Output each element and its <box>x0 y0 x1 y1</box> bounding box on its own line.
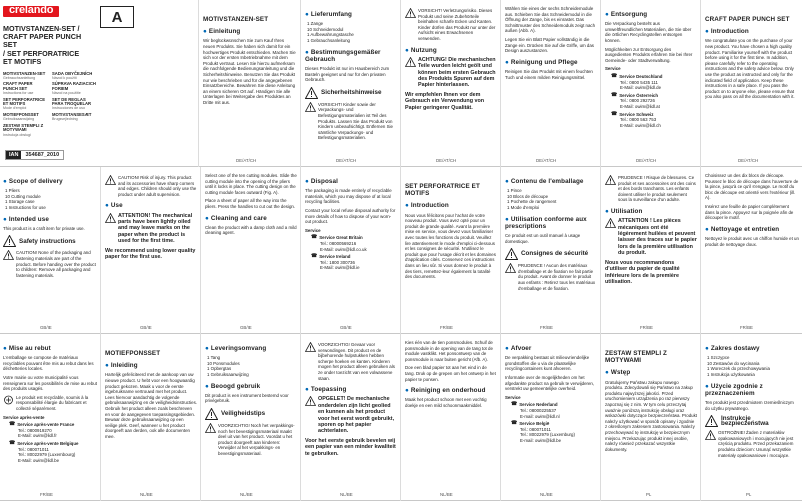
paragraph: Maak het product schoon met een vochtig doekje en een mild schoonmaakmiddel. <box>405 397 487 408</box>
page-footer: FR/BE <box>640 325 653 330</box>
page-footer: DE/AT/CH <box>336 158 357 163</box>
paragraph: Place a sheet of paper all the way into the pliers. Press the handles to cut out the design. <box>205 198 296 209</box>
section-title: MOTIEFPONSSET <box>105 350 161 357</box>
heading-levering: Leveringsomvang <box>210 345 267 352</box>
paragraph: Die Verpackung besteht aus umweltfreundlichen Materialien, die Sie über die örtlichen Recyclingstellen entsorgen können. <box>605 21 692 43</box>
figure-a-label: A <box>100 6 134 28</box>
section-title: ZESTAW STEMPLI Z MOTYWAMI <box>605 350 668 365</box>
list-item: 1 Szczypce <box>707 355 730 361</box>
service-block: ☎ Service Nederland Tel.: 08000225537 E-mail: owim@lidl.nl <box>511 401 560 419</box>
warning-triangle-icon <box>605 218 616 228</box>
paragraph: Nous vous félicitons pour l'achat de votre nouveau produit. Vous avez opté pour un produit de grande qualité. Avant la première mise en service, vous devez vous familiariser avec toutes les fonctions du produit. Veuillez lire attentivement le mode d'emploi ci-dessous et les consignes de sécurité. N'utilisez le produit que pour l'usage décrit et les domaines d'application cités. Conservez ces instructions dans un lieu sûr. Si vous donnez le produit à des tiers, remettez-leur également la totalité des documents. <box>405 212 496 280</box>
warning-triangle-icon <box>505 248 518 260</box>
paragraph: Gratulujemy Państwu zakupu nowego produktu. Zdecydowali się Państwo na zakup produktu najwyższej jakości. Przed uruchomieniem urządzenia po raz pierwszy zapoznaj się z nim. W tym celu przeczytaj uważnie poniższą instrukcję obsługi oraz wskazówki dotyczące bezpieczeństwa. Produkt należy użytkować w sposób opisany i zgodnie z określonym zakresem zastosowania. Należy przechowywać tę instrukcję w bezpiecznym miejscu. Przekazując produkt innej osobie, należy również przekazać wszystkie dokumenty. <box>605 379 698 452</box>
gb-column-2: ● Scope of delivery 1 Pliers 10 Cutting module 1 Storage case 1 Instructions for use ● Intended use This product is a craft item for private use. Safety instructions CAUTION! None of the packaging and fastening materials are part of the product. Before handing over the product to children: Remove all packaging and fastening materials. <box>3 178 96 278</box>
heading-afvoer: Afvoer <box>510 345 532 352</box>
warning-triangle-icon <box>405 57 416 67</box>
heading-uzycie: Użycie zgodnie z przeznaczeniem <box>705 382 763 397</box>
warning-triangle-icon <box>705 415 718 427</box>
paragraph: Wählen Sie eines der sechs Schneidemodule aus. Schieben Sie das Schneidemodul in die Öffnung der Zange, bis es einrastet. Das Schnittmuster des Schneidemoduls zeigt nach außen (Abb. A). <box>505 6 596 34</box>
paragraph: Contact your local refuse disposal authority for more details of how to dispose of your worn-out product. <box>305 207 396 225</box>
phone-icon: ☎ <box>9 421 16 428</box>
heading-utilisation-conforme: Utilisation conforme aux prescriptions <box>505 215 587 230</box>
list-item: 1 Aufbewahrungstasche <box>307 32 354 38</box>
warning-triangle-icon <box>405 8 416 18</box>
list-item: 1 Gebrauchsanleitung <box>307 37 350 43</box>
paragraph: Select one of the ten cutting modules. Slide the cutting module into the opening of the pliers until it locks in place. The cutting design on the cutting module faces outward (Fig. A). <box>205 173 297 195</box>
warning-triangle-icon <box>205 408 218 420</box>
service-heading: Service <box>605 66 621 72</box>
paragraph: VOORZICHTIG! Noch het verpakkings- noch het bevestigingsmateriaal maakt deel uit van het product. Voordat u het product doorgeeft aan kinderen: Verwijder al het verpakkings- en bevestigingsmateriaal. <box>218 422 295 456</box>
language-item: SADA OBYČEJNÍCH Návod k použití <box>52 70 93 81</box>
paragraph: Ten produkt jest przedmiotem rzemieślniczym do użytku prywatnego. <box>705 399 794 411</box>
page-footer: DE/AT/CH <box>236 158 257 163</box>
page-footer: DE/AT/CH <box>536 158 557 163</box>
section-title: MOTIVSTANZEN-SET <box>203 16 269 23</box>
paragraph: Le produit est recyclable, soumis à la responsabilité élargie du fabricant et collecté séparément. <box>16 394 89 411</box>
phone-icon: ☎ <box>311 234 318 241</box>
warning-triangle-icon <box>105 213 116 223</box>
paragraph: Wir empfehlen Ihnen vor dem Gebrauch ein Verwendung von Papier geringerer Qualität. <box>405 91 485 111</box>
gb-column-1: CRAFT PAPER PUNCH SET ● Introduction We congratulate you on the purchase of your new product. You have chosen a high quality product. Familiarise yourself with the product before using it for the first time. In addition, please carefully refer to the operating instructions and the safety advice below. Only use the product as instructed and only for the indicated field of application. Keep these instructions in a safe place. If you pass the product on to anyone else, please ensure that you also pass on all the documentation with it. <box>702 6 802 152</box>
heading-contenu: Contenu de l'emballage <box>510 178 584 185</box>
service-block: ☎ Service België Tel.: 080071011 Tel.: 80022979 (Luxemburg) E-mail: owim@lidl.be <box>511 420 575 443</box>
heading-inleiding: Inleiding <box>110 362 138 370</box>
list-item: 1 Pince <box>507 188 522 194</box>
page-footer: NL/BE <box>140 492 153 497</box>
phone-icon: ☎ <box>311 253 318 260</box>
paragraph: Ce produit est un outil manuel à usage domestique. <box>505 232 581 244</box>
phone-icon: ☎ <box>611 91 618 98</box>
heading-intended-use: Intended use <box>8 215 49 223</box>
paragraph: Hartelijk gefeliciteerd met de aankoop van uw nieuwe product. U hebt voor een hoogwaardig product gekozen. Maak u voor de eerste ingebruikname vertrouwd met het product. Lees hiervoor aandachtig de volgende gebruiksaanwijzing en de veiligheidsinstructies. Gebruik het product alleen zoals beschreven en voor de aangegeven toepassingsgebieden. Bewaar deze gebruiksaanwijzing op een veilige plek. Geef, wanneer u het product doorgeeft aan derden, ook alle documenten mee. <box>105 372 198 439</box>
nl-column-1: MOTIEFPONSSET ● Inleiding Hartelijk gefeliciteerd met de aankoop van uw nieuwe product. U hebt voor een hoogwaardig product gekozen. Maak u voor de eerste ingebruikname vertrouwd met het product. Lees hiervoor aandachtig de volgende gebruiksaanwijzing en de veiligheidsinstructies. Gebruik het product alleen zoals beschreven en voor de aangegeven toepassingsgebieden. Bewaar deze gebruiksaanwijzing op een veilige plek. Geef, wanneer u het product doorgeeft aan derden, ook alle documenten mee. <box>105 350 198 439</box>
list-item: 10 Ponsmodules <box>207 360 240 366</box>
warning-triangle-icon <box>205 423 216 433</box>
fr-column-5: ● Mise au rebut L'emballage se compose de matériaux recyclables pouvant être mis au rebut dans les déchetteries locales. Votre mairie ou votre municipalité vous renseignera sur les possibilités de mise au rebut des produits usagés. Le produit est recyclable, soumis à la responsabilité élargie du fabricant et collecté séparément. Service après-vente ☎ Service après-vente France Tel.: 0800919270 E-Mail: owim@lidl.fr ☎ Service après-vente Belgique Tel.: 080071011 Tel.: 80022979 (Luxembourg) E-Mail: owim@lidl.be <box>3 345 97 463</box>
nl-column-5: ● Afvoer De verpakking bestaat uit milieuvriendelijke grondstoffen die u via de plaatselijke recyclingcontainers kunt afvoeren. Informatie over de mogelijkheden om het afgedankte product na gebruik te verwijderen, verstrekt uw gemeentelijke overheid. Service ☎ Service Nederland Tel.: 08000225537 E-mail: owim@lidl.nl ☎ Service België Tel.: 080071011 Tel.: 80022979 (Luxemburg) E-mail: owim@lidl.be <box>502 340 600 486</box>
paragraph: VORSICHT! Verletzungsrisiko. Dieses Produkt und seine Zubehörteile beinhalten scharfe Ecken und Kanten. Kinder dürfen das Produkt nur unter der Aufsicht eines Erwachsenen verwenden. <box>418 8 496 41</box>
list-item: 1 Instrukcja użytkowania <box>707 371 755 377</box>
warning-triangle-icon <box>105 175 116 185</box>
paragraph: Möglichkeiten zur Entsorgung des ausgedienten Produkts erfahren Sie bei Ihrer Gemeinde- oder Stadtverwaltung. <box>605 46 693 63</box>
heading-mise-au-rebut: Mise au rebut <box>8 345 51 352</box>
page-footer: GB/IE <box>340 325 352 330</box>
language-list <box>3 72 97 137</box>
phone-icon: ☎ <box>9 439 16 446</box>
paragraph: De verpakking bestaat uit milieuvriendelijke grondstoffen die u via de plaatselijke recyclingcontainers kunt afvoeren. <box>505 355 590 372</box>
page-footer: NL/BE <box>440 492 453 497</box>
paragraph: Votre mairie ou votre municipalité vous renseignera sur les possibilités de mise au rebut des produits usagés. <box>3 374 97 392</box>
heading-reinigung: Reinigung und Pflege <box>510 58 578 66</box>
page-band-2 <box>0 167 802 334</box>
paragraph: VORSICHT! Kinder sowie der Verpackungs- und Befestigungsmaterialien ist Teil des Produkts. Lassen Sie das Produkt von Kindern unbeaufsichtigt. Entfernen Sie sämtliche Verpackungs- und Befestigungsmaterialien. <box>318 101 393 141</box>
nl-column-2: ● Leveringsomvang 1 Tang 10 Ponsmodules 1 Opbergtas 1 Gebruiksaanwijzing ● Beoogd gebruik Dit product is een instrument bestemd voor privégebruik. Veiligheidstips VOORZICHTIG! Noch het verpakkings- noch het bevestigingsmateriaal maakt deel uit van het product. Voordat u het product doorgeeft aan kinderen: Verwijder al het verpakkings- en bevestigingsmateriaal. <box>202 340 300 486</box>
list-item: 1 Instructions for use <box>5 204 46 210</box>
heading-safety: Safety instructions <box>3 235 97 247</box>
brand-logo: crelando <box>3 6 59 17</box>
service-block: ☎ Service Schweiz Tel.: 0800 563 753 E-Mail: owim@lidl.ch <box>611 110 661 128</box>
page-footer: NL/BE <box>340 492 353 497</box>
page-band-3 <box>0 334 802 501</box>
warning-triangle-icon <box>605 175 616 185</box>
paragraph: We congratulate you on the purchase of your new product. You have chosen a high quality product. Familiarise yourself with the product before using it for the first time. In addition, please carefully refer to the operating instructions and the safety advice below. Only use the product as instructed and only for the indicated field of application. Keep these instructions in a safe place. If you pass the product on to anyone else, please ensure that you also pass on all the documentation with it. <box>705 38 795 100</box>
paragraph: Nettoyez le produit avec un chiffon humide et un produit de nettoyage doux. <box>705 235 799 247</box>
service-block: ☎ Service Great Britain Tel.: 08000569216 E-Mail: owim@lidl.co.uk <box>311 234 367 252</box>
list-item: 1 Pochette de rangement <box>507 199 557 205</box>
nl-column-4: Kies één van de tien ponsmodules. Schuif de ponsmodule in de opening van de tang tot de module vastklikt. Het ponsontwerp van de ponsmodule is naar buiten gericht (Afb. A). Doe een blad papier tot aan het eind in de tang. Druk op de grepen om het ontwerp in het papier te ponsen. ● Reiniging en onderhoud Maak het product schoon met een vochtig doekje en een mild schoonmaakmiddel. <box>405 340 496 408</box>
page-footer: GB/IE <box>140 325 152 330</box>
heading-scope: Scope of delivery <box>8 178 63 185</box>
page-footer: DE/AT/CH <box>738 158 759 163</box>
paragraph: Kies één van de tien ponsmodules. Schuif de ponsmodule in de opening van de tang tot de module vastklikt. Het ponsontwerp van de ponsmodule is naar buiten gericht (Afb. A). <box>405 340 493 362</box>
list-item: 10 Blocs de découpe <box>507 193 549 199</box>
heading-zakres: Zakres dostawy <box>710 345 760 352</box>
service-block: ☎ Service après-vente Belgique Tel.: 080071011 Tel.: 80022979 (Luxembourg) E-Mail: owim@lidl.be <box>9 439 79 463</box>
service-block: ☎ Service après-vente France Tel.: 0800919270 E-Mail: owim@lidl.fr <box>9 421 75 439</box>
list-item: 1 Storage case <box>5 199 35 205</box>
paragraph: OPGELET! De mechanische onderdelen zijn licht geolied en kunnen als het product voor het eerst wordt gebruikt, sporen op het papier achterlaten. <box>318 396 395 435</box>
de-column-4: Wählen Sie eines der sechs Schneidemodule aus. Schieben Sie das Schneidemodul in die Öffnung der Zange, bis es einrastet. Das Schnittmuster des Schneidemoduls zeigt nach außen (Abb. A). Legen Sie ein Blatt Papier vollständig in die Zange ein. Drücken Sie auf die Griffe, um das Design auszustanzen. ● Reinigung und Pflege Reinigen Sie das Produkt mit einem feuchten Tuch und einem milden Reinigungsmittel. <box>505 6 596 80</box>
de-column-3: VORSICHT! Verletzungsrisiko. Dieses Produkt und seine Zubehörteile beinhalten scharfe Ecken und Kanten. Kinder dürfen das Produkt nur unter der Aufsicht eines Erwachsenen verwenden. ● Nutzung ACHTUNG! Die mechanischen Teile wurden leicht geölt und können beim ersten Gebrauch des Produkts Spuren auf dem Papier hinterlassen. Wir empfehlen Ihnen vor dem Gebrauch ein Verwendung von Papier geringerer Qualität. <box>405 8 496 111</box>
heading-nutzung: Nutzung <box>410 46 437 54</box>
service-block: ☎ Service Ireland Tel.: 1800 300736 E-Mail: owim@lidl.ie <box>311 253 360 271</box>
language-item: SÚPRAVA RAZIACICH FORIEM Návod na použitie <box>52 81 96 96</box>
heading-reiniging: Reiniging en onderhoud <box>410 387 486 395</box>
page-footer: FR/BE <box>40 492 53 497</box>
heading-entsorgung: Entsorgung <box>610 11 648 18</box>
phone-icon: ☎ <box>611 110 618 117</box>
service-heading: Service <box>305 227 321 233</box>
list-item: 1 Opbergtas <box>207 366 232 372</box>
cover-panel <box>0 6 100 152</box>
fr-column-1: SET PERFORATRICE ET MOTIFS ● Introduction Nous vous félicitons pour l'achat de votre nouveau produit. Vous avez opté pour un produit de grande qualité. Avant la première mise en service, vous devez vous familiariser avec toutes les fonctions du produit. Veuillez lire attentivement le mode d'emploi ci-dessous et les consignes de sécurité. N'utilisez le produit que pour l'usage décrit et les domaines d'application cités. Conservez ces instructions dans un lieu sûr. Si vous donnez le produit à des tiers, remettez-leur également la totalité des documents. <box>405 183 496 280</box>
list-item: 10 Schneidemodul <box>307 26 344 32</box>
heading-instrukcje: Instrukcje bezpieczeństwa <box>705 415 799 427</box>
heading-wstep: Wstęp <box>610 369 631 377</box>
warning-triangle-icon <box>305 102 316 112</box>
paragraph: Dit product is een instrument bestemd voor privégebruik. <box>205 392 289 404</box>
page-footer: FR/BE <box>440 325 453 330</box>
warning-triangle-icon <box>505 263 516 273</box>
paragraph: OSTROŻNIE! Żaden z materiałów opakowaniowych i mocujących nie jest częścią produktu. Przed przekazaniem produktu dzieciom: Usunąć wszystkie materiały opakowaniowe i mocujące. <box>718 430 794 458</box>
paragraph: Voor het eerste gebruik bevelen wij een papier van een minder kwaliteit te gebruiken. <box>305 437 396 457</box>
page-footer: PL <box>746 492 752 497</box>
language-item: MOTIEFPONSSET Gebruiksaanwijzing <box>3 111 39 122</box>
heading-disposal: Disposal <box>310 178 338 185</box>
page-footer: GB/IE <box>240 325 252 330</box>
nl-column-3: VOORZICHTIG! Gevaar voor verwondingen. Dit product en de bijbehorende hulpstukken hebben scherpe hoeken en kanten. Kinderen mogen het product alleen gebruiken als ze onder toezicht van een volwassene staan. ● Toepassing OPGELET! De mechanische onderdelen zijn licht geolied en kunnen als het product voor het eerst wordt gebruikt, sporen op het papier achterlaten. Voor het eerste gebruik bevelen wij een papier van een minder kwaliteit te gebruiken. <box>305 342 396 457</box>
heading-use: Use <box>110 202 123 210</box>
heading-introduction: Introduction <box>710 28 749 36</box>
list-item: 1 Woreczek do przechowywania <box>707 366 770 372</box>
page-footer: PL <box>646 492 652 497</box>
heading-nettoyage: Nettoyage et entretien <box>710 225 780 233</box>
paragraph: The packaging is made entirely of recyclable materials, which you may dispose of at local recycling facilities. <box>305 188 392 205</box>
fr-column-3: PRUDENCE ! Risque de blessures. Ce produit et ses accessoires ont des coins et des bords tranchants. Les enfants doivent utiliser le produit seulement sous la surveillance d'un adulte. ● Utilisation ATTENTION ! Les pièces mécaniques ont été légèrement huilées et peuvent laisser des traces sur le papier lors de la première utilisation du produit. Nous vous recommandons d'utiliser du papier de qualité inférieure lors de la première utilisation. <box>605 175 697 286</box>
language-item: MOTIVSTANZEN-SET Gebrauchsanleitung <box>3 70 46 81</box>
section-title: CRAFT PAPER PUNCH SET <box>705 16 790 23</box>
warning-triangle-icon <box>3 235 16 247</box>
list-item: 10 Cutting module <box>5 193 41 199</box>
page-footer: FR/BE <box>540 325 553 330</box>
warning-triangle-icon <box>305 342 316 352</box>
page-band-1 <box>0 0 802 167</box>
service-heading: Service <box>505 394 521 400</box>
list-item: 10 Zestawów do wycinania <box>707 360 760 366</box>
gb-column-5: ● Disposal The packaging is made entirely of recyclable materials, which you may dispose of at local recycling facilities. Contact your local refuse disposal authority for more details of how to dispose of your worn-out product. Service ☎ Service Great Britain Tel.: 08000569216 E-Mail: owim@lidl.co.uk ☎ Service Ireland Tel.: 1800 300736 E-Mail: owim@lidl.ie <box>305 178 396 271</box>
paragraph: Reinigen Sie das Produkt mit einem feuchten Tuch und einem milden Reinigungsmittel. <box>505 68 593 80</box>
paragraph: CAUTION! None of the packaging and fastening materials are part of the product. Before handing over the product to children: Remove all packaging and fastening materials. <box>16 250 96 278</box>
paragraph: Choisissez un des dix blocs de découpe. Poussez le bloc de découpe dans l'ouverture de la pince, jusqu'à ce qu'il s'engage. Le motif du bloc de découpe est orienté vers l'extérieur (ill. A). <box>705 173 799 201</box>
language-item: SET DE REGLAS PARA TROQUELAR Instrucciones de uso <box>52 96 92 111</box>
fr-column-4: Choisissez un des dix blocs de découpe. Poussez le bloc de découpe dans l'ouverture de la pince, jusqu'à ce qu'il s'engage. Le motif du bloc de découpe est orienté vers l'extérieur (ill. A). Insérez une feuille de papier complètement dans la pince. Appuyez sur la poignée afin de découper le motif. ● Nettoyage et entretien Nettoyez le produit avec un chiffon humide et un produit de nettoyage doux. <box>705 173 799 247</box>
list-item: 1 Tang <box>207 355 221 361</box>
paragraph: Informatie over de mogelijkheden om het afgedankte product na gebruik te verwijderen, verstrekt uw gemeentelijke overheid. <box>505 374 595 392</box>
phone-icon: ☎ <box>511 401 518 408</box>
paragraph: VOORZICHTIG! Gevaar voor verwondingen. Dit product en de bijbehorende hulpstukken hebben scherpe hoeken en kanten. Kinderen mogen het product alleen gebruiken als ze onder toezicht van een volwassene staan. <box>318 342 395 381</box>
warning-triangle-icon <box>305 396 316 406</box>
paragraph: Clean the product with a damp cloth and a mild cleaning agent. <box>205 224 297 236</box>
triman-icon <box>3 395 14 405</box>
paragraph: PRUDENCE ! Aucun des matériaux d'emballage et de fixation ne fait partie du produit. Avant de donner le produit aux enfants : Retirez tous les matériaux d'emballage et de fixation. <box>518 263 596 291</box>
list-item: 1 Pliers <box>5 188 20 194</box>
warning-triangle-icon <box>705 430 716 440</box>
paragraph: PRUDENCE ! Risque de blessures. Ce produit et ses accessoires ont des coins et des bords tranchants. Les enfants doivent utiliser le produit seulement sous la surveillance d'un adulte. <box>618 175 696 203</box>
section-title: SET PERFORATRICE ET MOTIFS <box>405 183 480 198</box>
paragraph: L'emballage se compose de matériaux recyclables pouvant être mis au rebut dans les déchetteries locales. <box>3 355 94 372</box>
language-item: CRAFT PAPER PUNCH SET Instructions for use <box>3 81 34 96</box>
service-block: ☎ Service Deutschland Tel.: 0800 5435 111 E-Mail: owim@lidl.de <box>611 72 663 91</box>
heading-lieferumfang: Lieferumfang <box>310 11 352 18</box>
paragraph: Dieses Produkt ist nur im Hausbereich zum Basteln geeignet und nur für den privaten Gebrauch. <box>305 65 390 83</box>
paragraph: ACHTUNG! Die mechanischen Teile wurden leicht geölt und können beim ersten Gebrauch des Produkts Spuren auf dem Papier hinterlassen. <box>418 56 496 89</box>
list-item: 1 Mode d'emploi <box>507 204 540 210</box>
heading-beoogd: Beoogd gebruik <box>210 382 261 390</box>
paragraph: CAUTION! Risk of injury. This product and its accessories have sharp corners and edges. Children should only use the product under adult supervision. <box>118 175 197 197</box>
warning-triangle-icon <box>305 87 318 99</box>
page-footer: DE/AT/CH <box>436 158 457 163</box>
fr-column-2: ● Contenu de l'emballage 1 Pince 10 Blocs de découpe 1 Pochette de rangement 1 Mode d'emploi ● Utilisation conforme aux prescriptions Ce produit est un outil manuel à usage domestique. Consignes de sécurité PRUDENCE ! Aucun des matériaux d'emballage et de fixation ne fait partie du produit. Avant de donner le produit aux enfants : Retirez tous les matériaux d'emballage et de fixation. <box>505 178 596 291</box>
heading-einleitung: Einleitung <box>208 28 241 36</box>
de-column-1: MOTIVSTANZEN-SET ● Einleitung Wir beglückwünschen Sie zum Kauf Ihres neuen Produkts. Sie haben sich damit für ein hochwertiges Produkt entschieden. Machen Sie sich vor der ersten Inbetriebnahme mit dem Produkt vertraut. Lesen Sie hierzu aufmerksam die nachfolgende Bedienungsanleitung und die Sicherheitshinweise. Benutzen Sie das Produkt nur wie beschrieben und für die angegebenen Einsatzbereiche. Bewahren Sie diese Anleitung an einem sicheren Ort auf. Händigen Sie alle Unterlagen bei Weitergabe des Produktes an Dritte mit aus. <box>203 16 296 105</box>
paragraph: ATTENTION ! Les pièces mécaniques ont été légèrement huilées et peuvent laisser des traces sur le papier lors de la première utilisation du produit. <box>618 218 697 257</box>
heading-utilisation: Utilisation <box>610 207 643 215</box>
ian-badge: IAN 354687_2010 <box>5 150 64 160</box>
phone-icon: ☎ <box>511 420 518 427</box>
list-item: 1 Gebruiksaanwijzing <box>207 371 249 377</box>
paragraph: Doe een blad papier tot aan het eind in de tang. Druk op de grepen om het ontwerp in het papier te ponsen. <box>405 365 496 382</box>
heading-toepassing: Toepassing <box>310 386 347 394</box>
language-item: ZESTAW STEMPLI Z MOTYWAMI Instrukcja obsługi <box>3 122 44 137</box>
pl-column-2: ● Zakres dostawy 1 Szczypce 10 Zestawów do wycinania 1 Woreczek do przechowywania 1 Instrukcja użytkowania ● Użycie zgodnie z przeznaczeniem Ten produkt jest przedmiotem rzemieślniczym do użytku prywatnego. Instrukcje bezpieczeństwa OSTROŻNIE! Żaden z materiałów opakowaniowych i mocujących nie jest częścią produktu. Przed przekazaniem produktu dzieciom: Usunąć wszystkie materiały opakowaniowe i mocujące. <box>702 340 802 486</box>
pl-column-1: ZESTAW STEMPLI Z MOTYWAMI ● Wstęp Gratulujemy Państwu zakupu nowego produktu. Zdecydowali się Państwo na zakup produktu najwyższej jakości. Przed uruchomieniem urządzenia po raz pierwszy zapoznaj się z nim. W tym celu przeczytaj uważnie poniższą instrukcję obsługi oraz wskazówki dotyczące bezpieczeństwa. Produkt należy użytkować w sposób opisany i zgodnie z określonym zakresem zastosowania. Należy przechowywać tę instrukcję w bezpiecznym miejscu. Przekazując produkt innej osobie, należy również przekazać wszystkie dokumenty. <box>605 350 698 452</box>
paragraph: This product is a craft item for private use. <box>3 225 85 231</box>
heading-sicherheit: Sicherheitshinweise <box>305 87 397 99</box>
page-footer: FR/BE <box>740 325 753 330</box>
page-footer: GB/IE <box>40 325 52 330</box>
paragraph: We recommend using lower quality paper for the first use. <box>105 247 196 261</box>
paragraph: Legen Sie ein Blatt Papier vollständig in die Zange ein. Drücken Sie auf die Griffe, um das Design auszustanzen. <box>505 36 594 54</box>
page-footer: NL/BE <box>240 492 253 497</box>
paragraph: Wir beglückwünschen Sie zum Kauf Ihres neuen Produkts. Sie haben sich damit für ein hochwertiges Produkt entschieden. Machen Sie sich vor der ersten Inbetriebnahme mit dem Produkt vertraut. Lesen Sie hierzu aufmerksam die nachfolgende Bedienungsanleitung und die Sicherheitshinweise. Benutzen Sie das Produkt nur wie beschrieben und für die angegebenen Einsatzbereiche. Bewahren Sie diese Anleitung an einem sicheren Ort auf. Händigen Sie alle Unterlagen bei Weitergabe des Produktes an Dritte mit aus. <box>203 38 296 105</box>
gb-column-3: CAUTION! Risk of injury. This product and its accessories have sharp corners and edges. Children should only use the product under adult supervision. ● Use ATTENTION! The mechanical parts have been lightly oiled and may leave marks on the paper when the product is used for the first time. We recommend using lower quality paper for the first use. <box>105 175 197 261</box>
warning-triangle-icon <box>3 250 14 260</box>
heading-introduction: Introduction <box>410 202 449 210</box>
page-footer: DE/AT/CH <box>636 158 657 163</box>
phone-icon: ☎ <box>611 72 618 79</box>
page-footer: NL/BE <box>540 492 553 497</box>
heading-consignes: Consignes de sécurité <box>505 248 597 260</box>
cover-title: MOTIVSTANZEN-SET / CRAFT PAPER PUNCH SET / SET PERFORATRICE ET MOTIFS <box>3 23 82 67</box>
paragraph: ATTENTION! The mechanical parts have been lightly oiled and may leave marks on the paper when the product is used for the first time. <box>118 212 193 245</box>
paragraph: Nous vous recommandons d'utiliser du papier de qualité inférieure lors de la première utilisation. <box>605 259 680 286</box>
de-column-2: ● Lieferumfang 1 Zange 10 Schneidemodul 1 Aufbewahrungstasche 1 Gebrauchsanleitung ● Bestimmungsgemäßer Gebrauch Dieses Produkt ist nur im Hausbereich zum Basteln geeignet und nur für den privaten Gebrauch. Sicherheitshinweise VORSICHT! Kinder sowie der Verpackungs- und Befestigungsmaterialien ist Teil des Produkts. Lassen Sie das Produkt von Kindern unbeaufsichtigt. Entfernen Sie sämtliche Verpackungs- und Befestigungsmaterialien. <box>302 6 400 152</box>
heading-veiligheid: Veiligheidstips <box>205 408 297 420</box>
gb-column-4: Select one of the ten cutting modules. Slide the cutting module into the opening of the pliers until it locks in place. The cutting design on the cutting module faces outward (Fig. A). Place a sheet of paper all the way into the pliers. Press the handles to cut out the design. ● Cleaning and care Clean the product with a damp cloth and a mild cleaning agent. <box>205 173 297 236</box>
language-item: MOTIVSTANSESÆT Brugsvejledning <box>52 111 92 122</box>
heading-cleaning: Cleaning and care <box>210 214 267 222</box>
de-column-5: ● Entsorgung Die Verpackung besteht aus umweltfreundlichen Materialien, die Sie über die örtlichen Recyclingstellen entsorgen können. Möglichkeiten zur Entsorgung des ausgedienten Produkts erfahren Sie bei Ihrer Gemeinde- oder Stadtverwaltung. Service ☎ Service Deutschland Tel.: 0800 5435 111 E-Mail: owim@lidl.de ☎ Service Österreich Tel.: 0800 292726 E-Mail: owim@lidl.at ☎ Service Schweiz Tel.: 0800 563 753 E-Mail: owim@lidl.ch <box>602 6 700 152</box>
language-item: SET PERFORATRICE ET MOTIFS Mode d'emploi <box>3 96 46 111</box>
list-item: 1 Zange <box>307 21 324 27</box>
service-heading: Service après-vente <box>3 414 45 420</box>
paragraph: Insérez une feuille de papier complètement dans la pince. Appuyez sur la poignée afin de découper le motif. <box>705 203 794 221</box>
service-block: ☎ Service Österreich Tel.: 0800 292726 E-Mail: owim@lidl.at <box>611 91 660 109</box>
heading-bestimmung: Bestimmungsgemäßer Gebrauch <box>305 48 381 63</box>
